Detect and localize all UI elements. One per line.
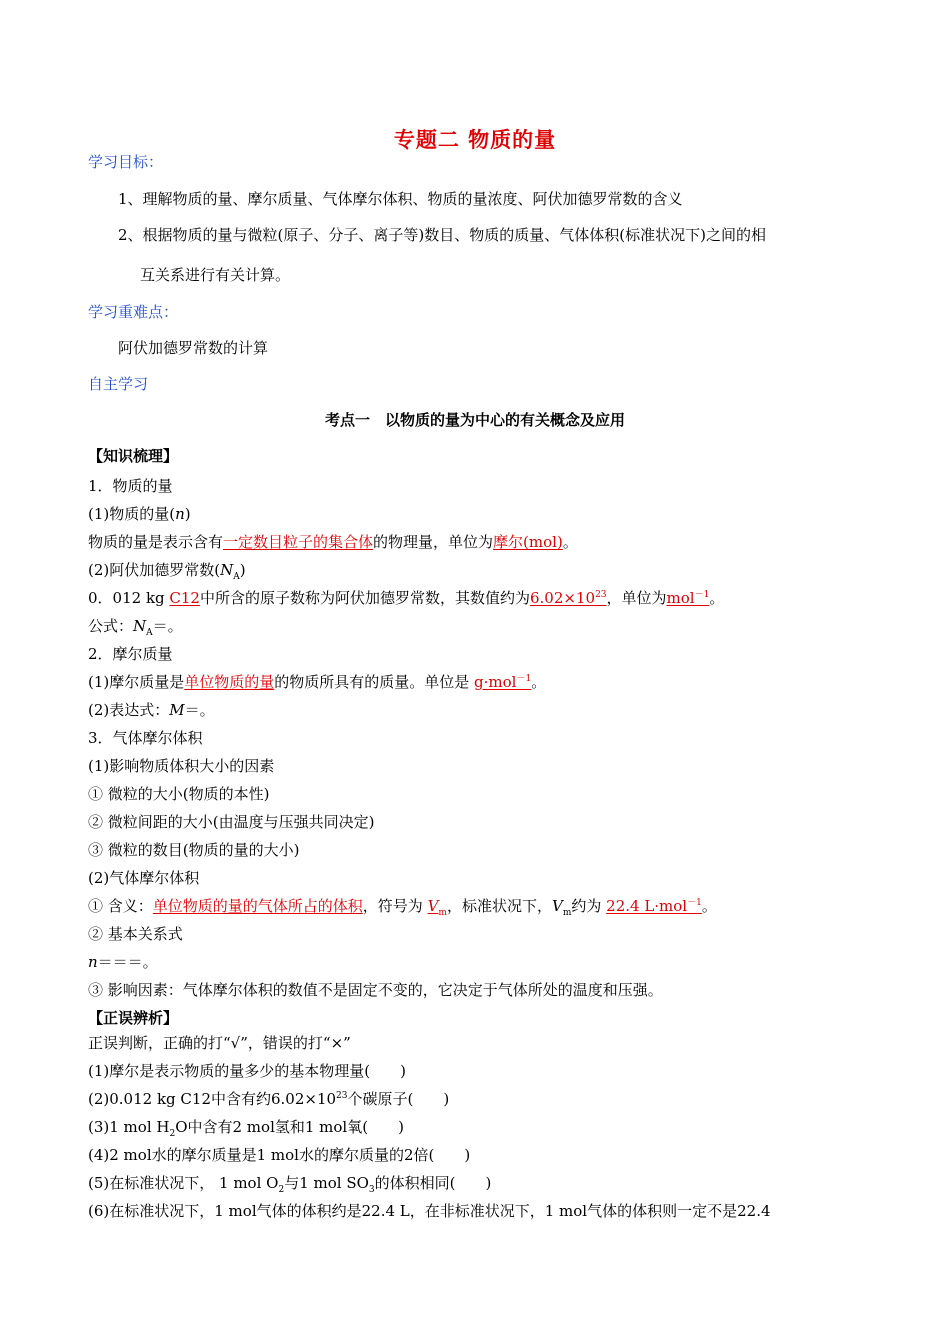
key-points-text: 阿伏加德罗常数的计算 [118,339,269,357]
judge-intro: 正误判断，正确的打“√”，错误的打“×” [88,1034,351,1052]
s2-expression: (2)表达式：M＝。 [88,701,215,719]
page-title: 专题二 物质的量 [393,128,557,152]
s1-avogadro-definition: 0．012 kg C12中所含的原子数称为阿伏加德罗常数，其数值约为$6.02\times 10^{23}$，单位为mol$^{-1}$。 [88,589,725,607]
answer-blank: $6.02\times 10^{23}$ [530,589,607,607]
judge-question-6: (6)在标准状况下，1 mol气体的体积约是22.4 L，在非标准状况下，1 mol气体的体积则一定不是22.4 [88,1202,771,1220]
s3-factor-2: ② 微粒间距的大小(由温度与压强共同决定) [88,813,375,831]
s1-formula: 公式：$N_A=$。 [88,617,183,638]
s2-heading: 2．摩尔质量 [88,645,173,663]
judge-heading: 【正误辨析】 [88,1009,179,1027]
objectives-heading: 学习目标： [88,153,164,171]
s3-factor-3: ③ 微粒的数目(物质的量的大小) [88,841,300,859]
answer-blank: g·mol$^{-1}$ [474,673,532,691]
answer-blank: 一定数目粒子的集合体 [223,533,374,551]
objective-item-1: 1、理解物质的量、摩尔质量、气体摩尔体积、物质的量浓度、阿伏加德罗常数的含义 [118,190,683,208]
answer-blank: 单位物质的量的气体所占的体积 [152,897,363,915]
answer-blank: mol$^{-1}$ [666,589,710,607]
key-points-heading: 学习重难点： [88,303,179,321]
self-study-heading: 自主学习 [88,375,149,393]
answer-blank: 摩尔(mol) [493,533,563,551]
s3-factor-1: ① 微粒的大小(物质的本性) [88,785,270,803]
judge-question-3: (3)1 mol $H_2O$中含有2 mol氢和1 mol氧( ) [88,1118,404,1139]
s3-relation: n＝＝＝。 [88,953,158,971]
s2-definition: (1)摩尔质量是单位物质的量的物质所具有的质量。单位是 g·mol$^{-1}$。 [88,673,547,691]
judge-question-4: (4)2 mol水的摩尔质量是1 mol水的摩尔质量的2倍( ) [88,1146,471,1164]
answer-blank: C12 [169,589,200,607]
s3-sub2: (2)气体摩尔体积 [88,869,200,887]
s1-definition: 物质的量是表示含有一定数目粒子的集合体的物理量，单位为摩尔(mol)。 [88,533,578,551]
s1-sub2: (2)阿伏加德罗常数$(N_A)$ [88,561,246,582]
s3-factors-note: ③ 影响因素：气体摩尔体积的数值不是固定不变的，它决定于气体所处的温度和压强。 [88,981,663,999]
judge-question-1: (1)摩尔是表示物质的量多少的基本物理量( ) [88,1062,406,1080]
judge-question-2: (2)0.012 kg C12中含有约$6.02\times 10^{23}$个碳原子( ) [88,1090,450,1108]
s3-sub1: (1)影响物质体积大小的因素 [88,757,275,775]
answer-blank: 单位物质的量 [184,673,275,691]
s3-relation-heading: ② 基本关系式 [88,925,183,943]
judge-question-5: (5)在标准状况下， 1 mol $O_2$与1 mol $SO_3$的体积相同( ) [88,1174,492,1195]
section-title: 考点一 以物质的量为中心的有关概念及应用 [324,411,625,429]
answer-blank: 22.4 L·mol$^{-1}$ [606,897,702,915]
s3-meaning: ① 含义：单位物质的量的气体所占的体积，符号为 $V_m$，标准状况下，$V_m$约为 22.4 L·mol$^{-1}$。 [88,897,717,918]
s1-sub1: (1)物质的量(n) [88,505,191,523]
s1-heading: 1．物质的量 [88,477,173,495]
knowledge-heading: 【知识梳理】 [88,447,179,465]
s3-heading: 3．气体摩尔体积 [88,729,203,747]
objective-item-2-line-1: 2、根据物质的量与微粒(原子、分子、离子等)数目、物质的质量、气体体积(标准状况下)之间的相 [118,226,766,244]
answer-blank: $V_m$ [427,897,447,918]
objective-item-2-line-2: 互关系进行有关计算。 [140,266,291,284]
